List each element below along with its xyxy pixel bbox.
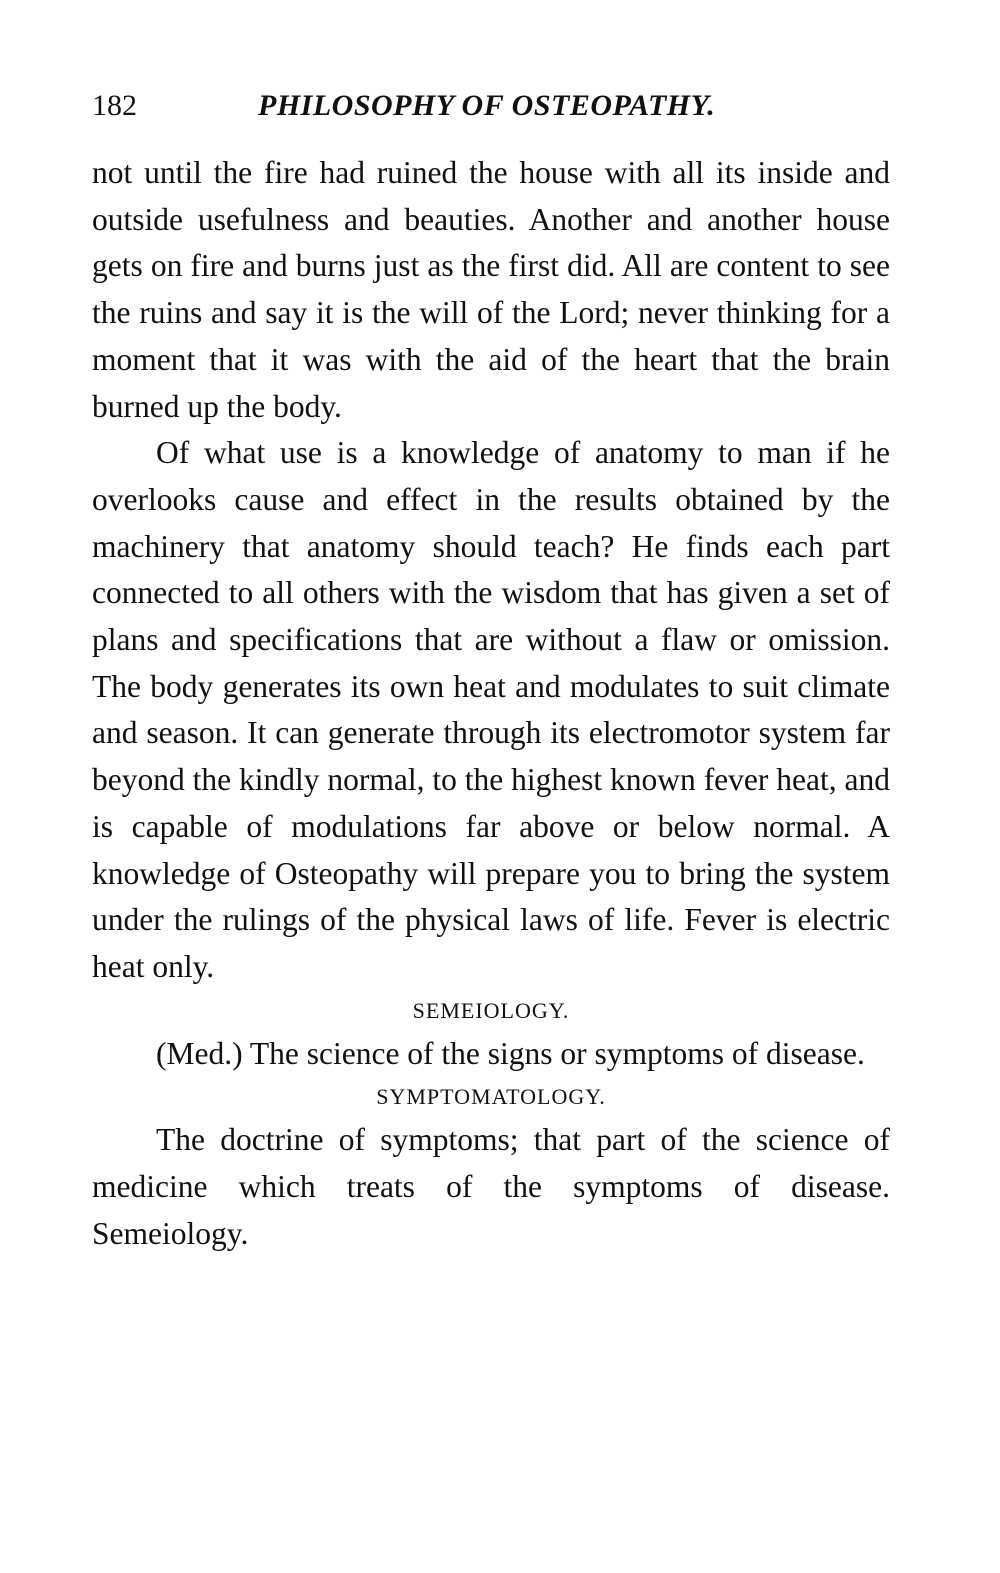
definition-semeiology: (Med.) The science of the signs or symptoms of disease. (156, 1035, 865, 1071)
running-head (92, 86, 892, 126)
body-text (92, 150, 890, 1257)
running-title: PHILOSOPHY OF OSTEOPATHY. (258, 89, 716, 122)
definition-symptomatology: The doctrine of symptoms; that part of the science of medicine which treats of the symptoms of disease. Semeiology. (92, 1122, 890, 1251)
page-number: 182 (92, 89, 137, 122)
section-heading-semeiology: SEMEIOLOGY. (412, 997, 570, 1023)
section-heading-symptomatology: SYMPTOMATOLOGY. (376, 1084, 606, 1110)
paragraph-anatomy: Of what use is a knowledge of anatomy to man if he overlooks cause and effect in the results obtained by the machinery that anatomy should teach? He finds each part connected to all others with the wisdom that has given a set of plans and specifications that are without a flaw or omission. The body generates its own heat and modulates to suit climate and season. It can generate through its electromotor system far beyond the kindly normal, to the highest known fever heat, and is capable of modulations far above or below normal. A knowledge of Osteopathy will prepare you to bring the system under the rulings of the physical laws of life. Fever is electric heat only. (92, 435, 890, 984)
paragraph-continuation: not until the fire had ruined the house with all its inside and outside usefulness and beauties. Another and another house gets on fire and burns just as the first did. All are content to see the ruins and say it is the will of the Lord; never thinking for a moment that it was with the aid of the heart that the brain burned up the body. (92, 155, 890, 424)
